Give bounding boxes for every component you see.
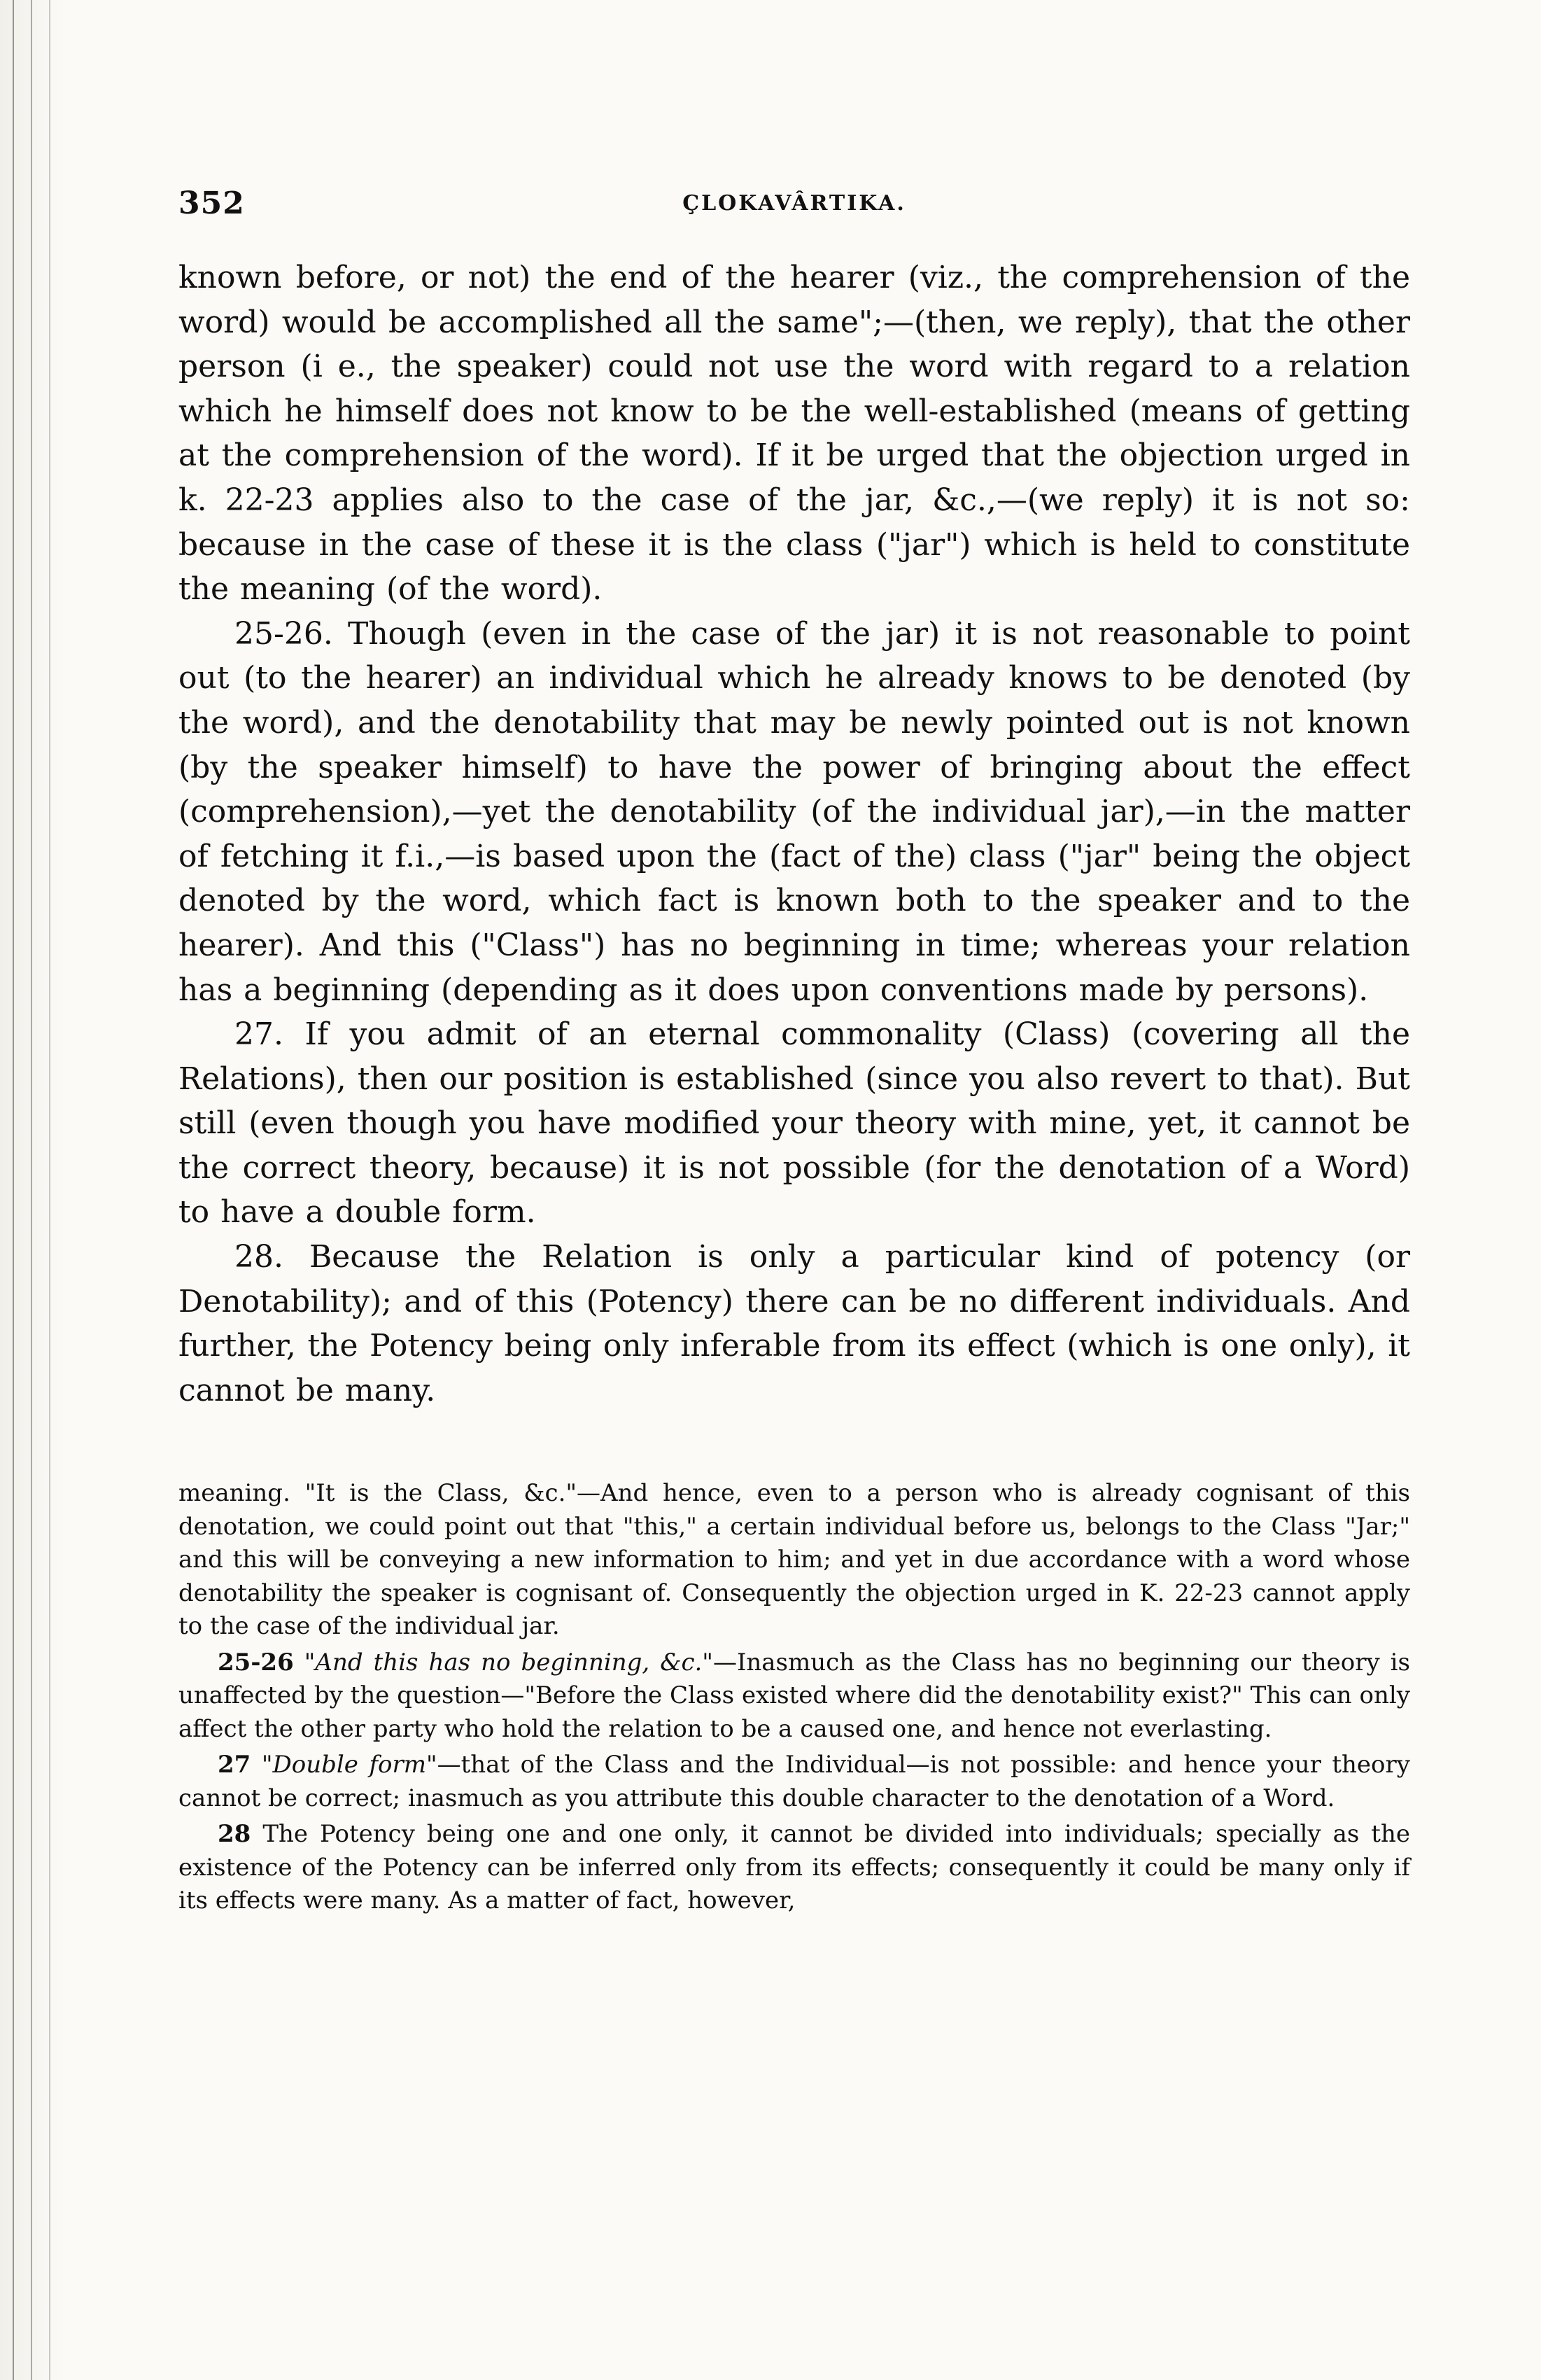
paragraph-text: Because the Relation is only a particular kind of potency (or Denotability); and of this (Potency) there can be no different individuals. And further, the Potency being only inferable from its effect (which is one only), it cannot be many.: [178, 1239, 1410, 1408]
footnote: [178, 1477, 1410, 1644]
paragraph-text: Though (even in the case of the jar) it is not reasonable to point out (to the hearer) an individual which he already knows to be denoted (by the word), and the denotability that may be newly pointed out is not known (by the speaker himself) to have the power of bringing about the effect (comprehension),—yet the denotability (of the individual jar),—in the matter of fetching it f.i.,—is based upon the (fact of the) class ("jar" being the object denoted by the word, which fact is known both to the speaker and to the hearer). And this ("Class") has no beginning in time; whereas your relation has a beginning (depending as it does upon conventions made by persons).: [178, 615, 1410, 1008]
page-header: [178, 186, 1410, 227]
running-title: ÇLOKAVÂRTIKA.: [682, 191, 906, 216]
footnote: [178, 1646, 1410, 1746]
footnote-ref: 27: [218, 1751, 251, 1779]
book-page: [178, 186, 1410, 1921]
binding-line: [13, 0, 14, 2380]
page-binding-edge: [0, 0, 66, 2380]
footnote-text: —that of the Class and the Individual—is not possible: and hence your theory cannot be correct; inasmuch as you attribute this double character to the denotation of a Word.: [178, 1751, 1410, 1812]
footnote-text: The Potency being one and one only, it cannot be divided into individuals; specially as the existence of the Potency can be inferred only from its effects; consequently it could be many only if its effects were many. As a matter of fact, however,: [178, 1820, 1410, 1915]
main-paragraph: [178, 612, 1410, 1012]
verse-number: 25-26.: [234, 615, 333, 652]
verse-number: 28.: [234, 1239, 283, 1275]
page-number: 352: [178, 186, 245, 221]
footnote-citation: "And this has no beginning, &c.": [304, 1648, 713, 1676]
main-paragraph: [178, 255, 1410, 612]
footnote-ref: 25-26: [218, 1648, 294, 1676]
verse-number: 27.: [234, 1016, 283, 1053]
footnote-text: —Inasmuch as the Class has no beginning our theory is unaffected by the question—"Before the Class existed where did the denotability exist?" This can only affect the other party who hold the relation to be a caused one, and hence not everlasting.: [178, 1648, 1410, 1743]
footnotes: [178, 1477, 1410, 1918]
paragraph-text: known before, or not) the end of the hearer (viz., the comprehension of the word) would be accomplished all the same";—(then, we reply), that the other person (i e., the speaker) could not use the word with regard to a relation which he himself does not know to be the well-established (means of getting at the comprehension of the word). If it be urged that the objection urged in k. 22-23 applies also to the case of the jar, &c.,—(we reply) it is not so: because in the case of these it is the class ("jar") which is held to constitute the meaning (of the word).: [178, 260, 1410, 608]
main-text: [178, 255, 1410, 1413]
binding-line: [31, 0, 32, 2380]
main-paragraph: [178, 1012, 1410, 1235]
footnote-citation: "Double form": [261, 1751, 437, 1779]
main-paragraph: [178, 1235, 1410, 1413]
footnote-text: meaning. "It is the Class, &c."—And hence, even to a person who is already cognisant of this denotation, we could point out that "this," a certain individual before us, belongs to the Class "Jar;" and this will be conveying a new information to him; and yet in due accordance with a word whose denotability the speaker is cognisant of. Consequently the objection urged in K. 22-23 cannot apply to the case of the individual jar.: [178, 1479, 1410, 1641]
paragraph-text: If you admit of an eternal commonality (Class) (covering all the Relations), then our position is established (since you also revert to that). But still (even though you have modified your theory with mine, yet, it cannot be the correct theory, because) it is not possible (for the denotation of a Word) to have a double form.: [178, 1016, 1410, 1231]
binding-line: [49, 0, 50, 2380]
footnote-ref: 28: [218, 1820, 251, 1849]
footnote: [178, 1749, 1410, 1815]
footnote: [178, 1818, 1410, 1918]
